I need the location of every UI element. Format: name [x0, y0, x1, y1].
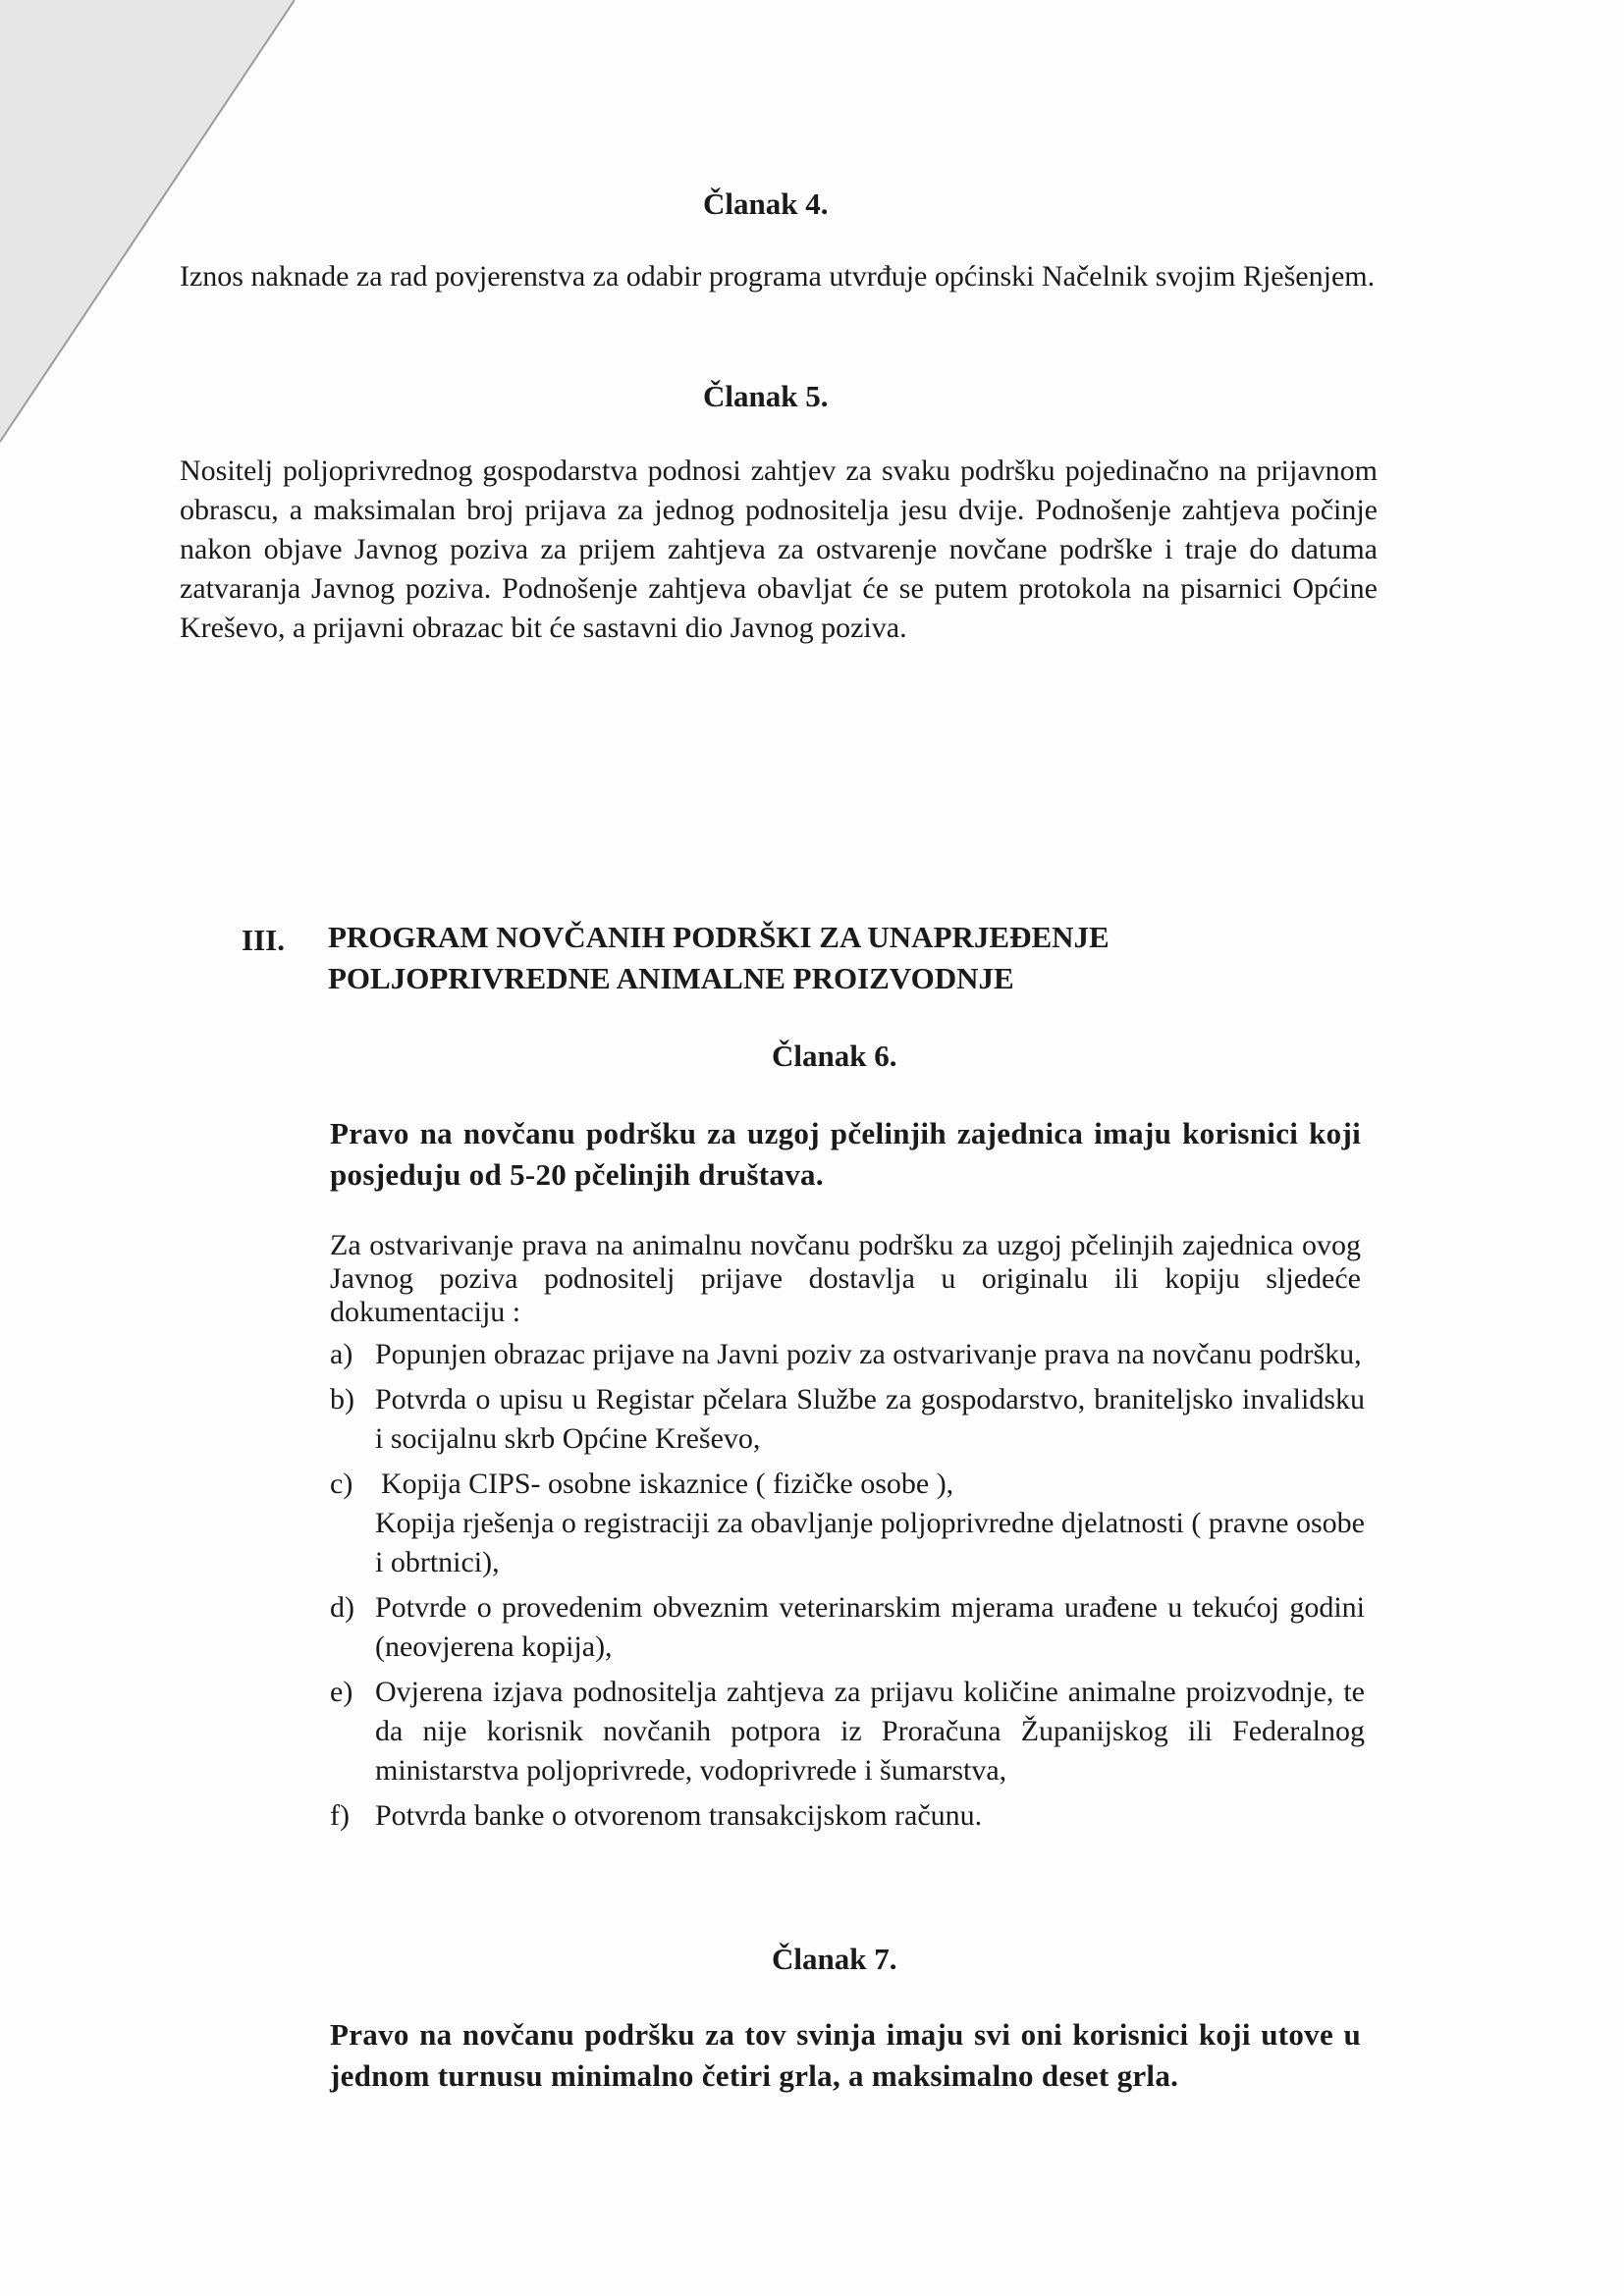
article-7-bold-text: Pravo na novčanu podršku za tov svinja imaju svi oni korisnici koji utove u jednom turnusu minimalno četiri grla, a maksimalno deset grla.: [330, 2017, 1361, 2093]
article-6-bold-text: Pravo na novčanu podršku za uzgoj pčelinjih zajednica imaju korisnici koji posjeduju od 5-20 pčelinjih društava.: [330, 1116, 1361, 1192]
article-5-heading: Članak 5.: [703, 379, 829, 413]
list-item-text: Kopija CIPS- osobne iskaznice ( fizičke osobe ),: [381, 1468, 954, 1500]
section-title-line-2: POLJOPRIVREDNE ANIMALNE PROIZVODNJE: [328, 961, 1014, 995]
list-item-text: Popunjen obrazac prijave na Javni poziv za ostvarivanje prava na novčanu podršku,: [375, 1338, 1362, 1370]
article-4-heading: Članak 4.: [703, 187, 829, 221]
list-item: [330, 1465, 1365, 1582]
list-item-mark: c): [330, 1468, 353, 1500]
list-item-mark: b): [330, 1383, 354, 1415]
list-item-mark: f): [330, 1799, 350, 1832]
list-item-text: Potvrda o upisu u Registar pčelara Službe za gospodarstvo, braniteljsko invalidsku i socijalnu skrb Općine Kreševo,: [375, 1383, 1365, 1455]
document-list: [330, 1335, 1365, 1836]
list-item-text: Potvrde o provedenim obveznim veterinarskim mjerama urađene u tekućoj godini (neovjerena kopija),: [375, 1591, 1365, 1663]
list-item-mark: a): [330, 1338, 353, 1370]
list-item: [330, 1588, 1365, 1667]
list-item-mark: d): [330, 1591, 354, 1624]
list-item-text: Ovjerena izjava podnositelja zahtjeva za prijavu količine animalne proizvodnje, te da nije korisnik novčanih potpora iz Proračuna Županijskog ili Federalnog ministarstva poljoprivrede, vodoprivrede i šumarstva,: [375, 1676, 1365, 1787]
list-item-text: Potvrda banke o otvorenom transakcijskom računu.: [375, 1799, 983, 1832]
list-item: [330, 1335, 1365, 1374]
section-number: III.: [242, 923, 285, 957]
section-title: [328, 917, 1310, 999]
article-7-heading: Članak 7.: [772, 1942, 897, 1976]
article-5-text: Nositelj poljoprivrednog gospodarstva podnosi zahtjev za svaku podršku pojedinačno na prijavnom obrascu, a maksimalan broj prijava za jednog podnositelja jesu dvije. Podnošenje zahtjeva počinje nakon objave Javnog poziva za prijem zahtjeva za ostvarenje novčane podrške i traje do datuma zatvaranja Javnog poziva. Podnošenje zahtjeva obavljat će se putem protokola na pisarnici Općine Kreševo, a prijavni obrazac bit će sastavni dio Javnog poziva.: [180, 454, 1378, 644]
article-6-intro: Za ostvarivanje prava na animalnu novčanu podršku za uzgoj pčelinjih zajednica ovog Javnog poziva podnositelj prijave dostavlja u originalu ili kopiju sljedeće dokumentaciju :: [330, 1229, 1361, 1328]
folded-corner-shadow: [0, 0, 295, 452]
list-item-mark: e): [330, 1676, 353, 1708]
list-item: [330, 1673, 1365, 1790]
list-item: [330, 1380, 1365, 1459]
article-6-heading: Članak 6.: [772, 1039, 897, 1073]
list-item: [330, 1796, 1365, 1836]
article-4-text: Iznos naknade za rad povjerenstva za odabir programa utvrđuje općinski Načelnik svojim Rješenjem.: [180, 260, 1376, 293]
section-title-line-1: PROGRAM NOVČANIH PODRŠKI ZA UNAPRJEĐENJE: [328, 920, 1110, 954]
list-item-extra-text: Kopija rješenja o registraciji za obavljanje poljoprivredne djelatnosti ( pravne osobe i obrtnici),: [375, 1507, 1365, 1578]
